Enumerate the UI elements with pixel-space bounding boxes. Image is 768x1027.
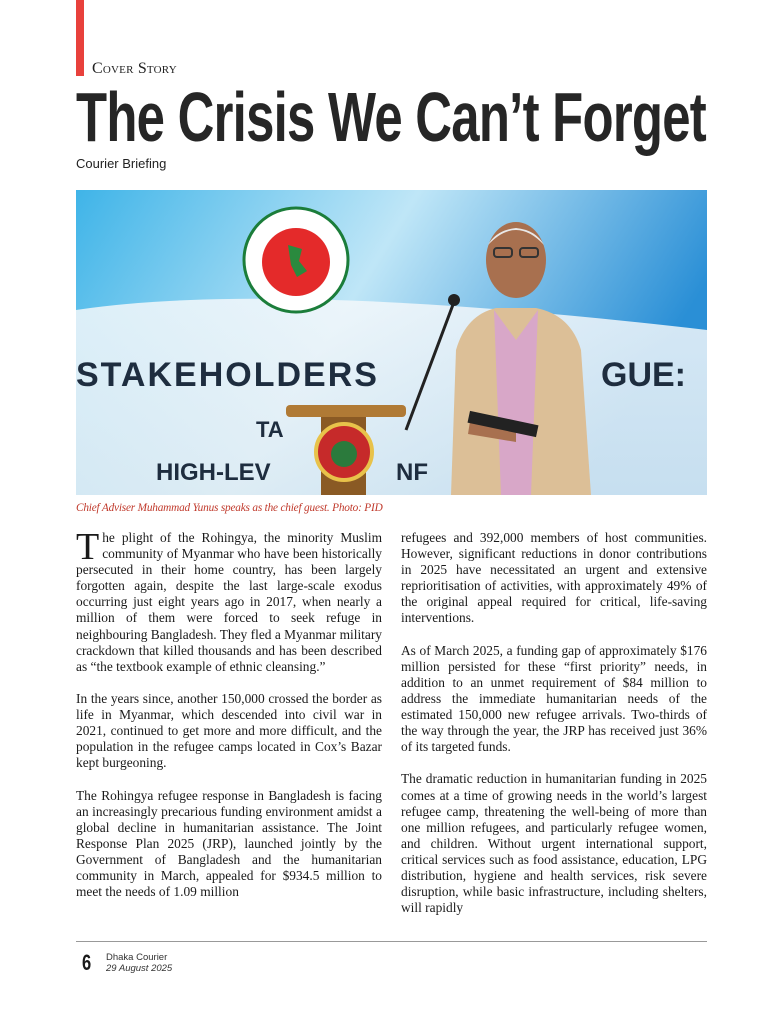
byline: Courier Briefing xyxy=(76,156,167,171)
footer-divider xyxy=(76,941,707,942)
paragraph: The dramatic reduction in humanitarian funding in 2025 comes at a time of growing needs in the world’s largest refugee camp, threatening the well-being of more than one million refugees, and particularly refugee women, and children. Without urgent international support, critical services such as food assistance, education, LPG distribution, hygiene and health services, risk severe disruption, while basic infrastructure, including shelters, will rapidly xyxy=(401,771,707,916)
publication-name: Dhaka Courier xyxy=(106,952,168,963)
page-number: 6 xyxy=(82,950,92,975)
paragraph: In the years since, another 150,000 crossed the border as life in Myanmar, which descended into civil war in 2021, continued to get more and more difficult, and the population in the refugee camps located in Cox’s Bazar kept burgeoning. xyxy=(76,690,382,771)
article-photo xyxy=(76,190,707,495)
paragraph: The plight of the Rohingya, the minority Muslim community of Myanmar who have been historically persecuted in their home country, has been largely forgotten again, despite the last large-scale exodus occurring just eight years ago in 2017, when nearly a million of them were forced to seek refuge in neighbouring Bangladesh. They fled a Myanmar military crackdown that killed thousands and has been described as “the textbook example of ethnic cleansing.” xyxy=(76,526,382,674)
drop-cap: T xyxy=(76,526,100,568)
paragraph: refugees and 392,000 members of host communities. However, significant reductions in donor contributions in 2025 have necessitated an urgent and extensive reprioritisation of activities, with approximately 49% of the original appeal required for critical, life-saving interventions. xyxy=(401,530,707,626)
publication-info xyxy=(106,952,172,974)
paragraph: The Rohingya refugee response in Bangladesh is facing an increasingly precarious funding environment amidst a global decline in humanitarian assistance. The Joint Response Plan 2025 (JRP), launched jointly by the Government of Bangladesh and the humanitarian community in March, appealed for $934.5 million to meet the needs of 1.09 million xyxy=(76,787,382,900)
banner-text: GUE: xyxy=(601,356,686,394)
article-column-right xyxy=(401,530,707,932)
banner-text: HIGH-LEV xyxy=(156,459,271,486)
article-column-left xyxy=(76,526,382,916)
section-kicker: Cover Story xyxy=(92,60,177,77)
issue-date: 29 August 2025 xyxy=(106,963,173,974)
article-title: The Crisis We Can’t Forget xyxy=(76,78,706,156)
photo-caption: Chief Adviser Muhammad Yunus speaks as the chief guest. Photo: PID xyxy=(76,502,383,514)
accent-bar xyxy=(76,0,84,76)
paragraph: As of March 2025, a funding gap of approximately $176 million persisted for these “first priority” needs, in addition to an unmet requirement of $84 million to address the immediate humanitarian needs of the estimated 150,000 new refugee arrivals. Two-thirds of the way through the year, the JRP has received just 36% of its targeted funds. xyxy=(401,642,707,755)
banner-text: NF xyxy=(396,459,428,486)
banner-text: STAKEHOLDERS xyxy=(76,356,379,394)
banner-text: TA xyxy=(256,417,284,442)
